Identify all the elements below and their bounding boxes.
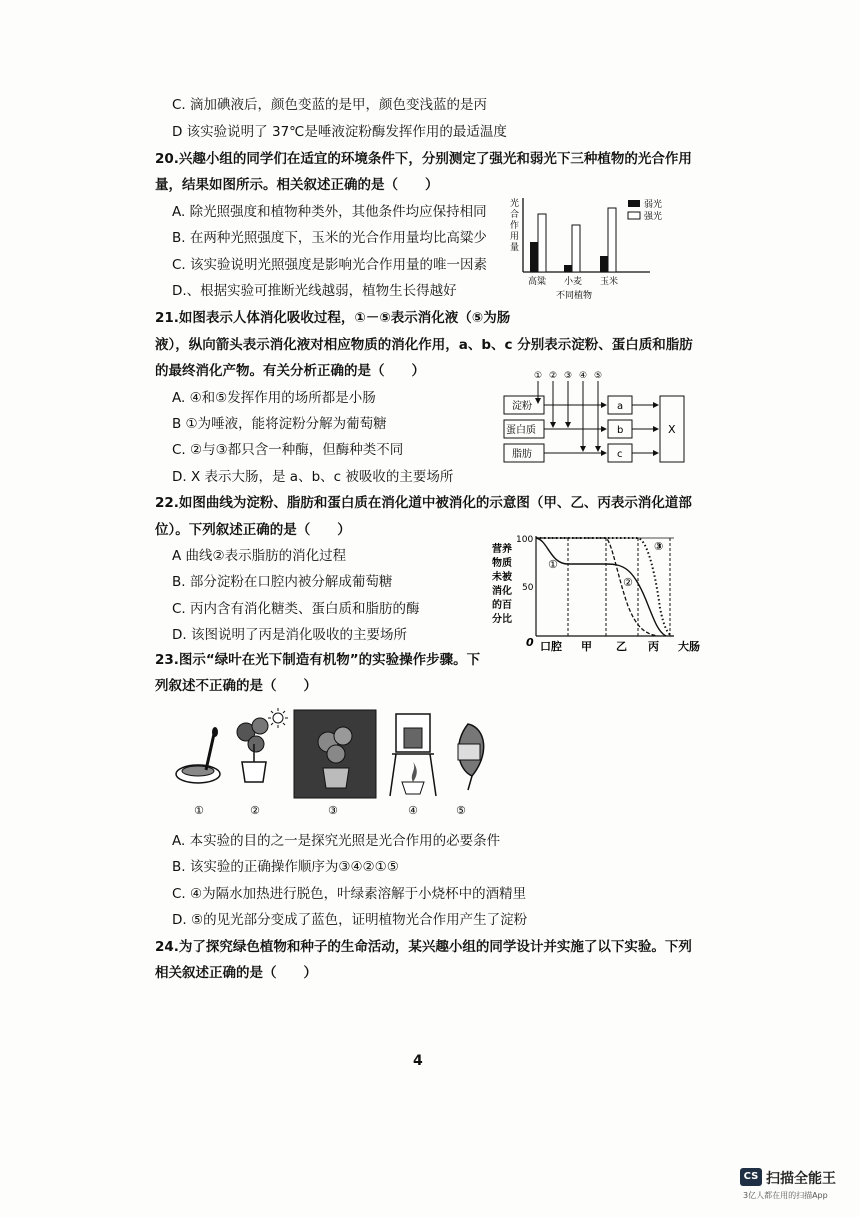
q22-digestion-curve-chart — [488, 528, 710, 656]
scanner-app-name: 扫描全能王 — [766, 1171, 836, 1187]
q21-stem-line3: 的最终消化产物。有关分析正确的是（ ） — [155, 363, 425, 379]
q20-ylabel-char: 用 — [510, 232, 520, 242]
curve-label-3: ③ — [654, 540, 664, 553]
q23-experiment-steps-figure — [168, 704, 508, 824]
q23-stem-line1: 23.图示“绿叶在光下制造有机物”的实验操作步骤。下 — [155, 652, 481, 668]
ylabel-line5: 的百 — [492, 600, 512, 611]
q23-option-b: B. 该实验的正确操作顺序为③④②①⑤ — [172, 859, 399, 875]
ytick-50: 50 — [522, 583, 534, 593]
q21-stem-line2: 液），纵向箭头表示消化液对相应物质的消化作用，a、b、c 分别表示淀粉、蛋白质和脂肪 — [155, 337, 693, 353]
q19-option-c: C. 滴加碘液后，颜色变蓝的是甲，颜色变浅蓝的是丙 — [172, 97, 488, 113]
label-x: X — [668, 423, 676, 436]
ytick-100: 100 — [516, 535, 534, 545]
curve-label-1: ① — [548, 558, 558, 571]
label-product-b: b — [617, 425, 624, 436]
step-label-4: ④ — [408, 804, 418, 817]
ylabel-line4: 消化 — [492, 586, 512, 597]
q20-ylabel-char: 光 — [510, 199, 520, 209]
legend-strong-swatch — [628, 212, 640, 219]
q20-xlabel: 不同植物 — [556, 291, 593, 301]
q23-stem-line2: 列叙述不正确的是（ ） — [155, 678, 317, 694]
q23-option-a: A. 本实验的目的之一是探究光照是光合作用的必要条件 — [172, 833, 501, 849]
legend-weak-label: 弱光 — [644, 200, 663, 210]
bar-xiaomai-weak — [564, 265, 572, 272]
step4-water-bath-illustration — [390, 714, 436, 796]
ylabel-line2: 物质 — [492, 558, 512, 569]
q20-stem-line2: 量，结果如图所示。相关叙述正确的是（ ） — [155, 177, 439, 193]
ylabel-line1: 营养 — [492, 544, 512, 555]
q21-option-c: C. ②与③都只含一种酶，但酶种类不同 — [172, 442, 404, 458]
q21-stem-line1: 21.如图表示人体消化吸收过程，①－⑤表示消化液（⑤为肠 — [155, 310, 511, 326]
step5-leaf-illustration — [458, 724, 484, 790]
category-xiaomai: 小麦 — [564, 277, 583, 287]
q21-digestion-diagram — [498, 366, 690, 466]
bar-yumi-strong — [608, 208, 616, 272]
step-label-3: ③ — [328, 804, 338, 817]
q19-option-d: D 该实验说明了 37℃是唾液淀粉酶发挥作用的最适温度 — [172, 124, 507, 140]
curve-1 — [536, 538, 666, 636]
label-starch: 淀粉 — [512, 401, 532, 412]
bar-xiaomai-strong — [572, 225, 580, 272]
q22-option-b: B. 部分淀粉在口腔内被分解成葡萄糖 — [172, 574, 393, 590]
fluid-5: ⑤ — [594, 371, 603, 381]
q20-stem-line1: 20.兴趣小组的同学们在适宜的环境条件下，分别测定了强光和弱光下三种植物的光合作用 — [155, 151, 692, 167]
step-label-5: ⑤ — [456, 804, 466, 817]
q22-option-c: C. 丙内含有消化糖类、蛋白质和脂肪的酶 — [172, 601, 420, 617]
q21-option-a: A. ④和⑤发挥作用的场所都是小肠 — [172, 390, 376, 406]
legend-weak-swatch — [628, 200, 640, 207]
step-label-1: ① — [194, 804, 204, 817]
q22-stem-line2: 位）。下列叙述正确的是（ ） — [155, 522, 351, 538]
section-yi: 乙 — [616, 640, 627, 653]
page-number: 4 — [413, 1053, 423, 1069]
ylabel-line3: 未被 — [492, 572, 512, 583]
q20-option-b: B. 在两种光照强度下，玉米的光合作用量均比高粱少 — [172, 230, 487, 246]
q24-stem-line1: 24.为了探究绿色植物和种子的生命活动，某兴趣小组的同学设计并实施了以下实验。下列 — [155, 939, 692, 955]
bar-gaoliang-strong — [538, 214, 546, 272]
ylabel-line6: 分比 — [492, 614, 512, 625]
fluid-2: ② — [549, 371, 558, 381]
q22-stem-line1: 22.如图曲线为淀粉、脂肪和蛋白质在消化道中被消化的示意图（甲、乙、丙表示消化道部 — [155, 495, 692, 511]
section-jia: 甲 — [581, 640, 592, 653]
q22-option-d: D. 该图说明了丙是消化吸收的主要场所 — [172, 627, 407, 643]
q23-option-c: C. ④为隔水加热进行脱色，叶绿素溶解于小烧杯中的酒精里 — [172, 886, 527, 902]
step3-darkroom-illustration — [294, 710, 376, 798]
bar-yumi-weak — [600, 256, 608, 272]
step1-dish-illustration — [176, 727, 220, 783]
q22-option-a: A 曲线②表示脂肪的消化过程 — [172, 548, 347, 564]
curve-label-2: ② — [623, 576, 633, 589]
q20-bar-chart — [500, 192, 680, 304]
section-bing: 丙 — [648, 640, 659, 653]
q20-option-c: C. 该实验说明光照强度是影响光合作用量的唯一因素 — [172, 257, 488, 273]
q24-stem-line2: 相关叙述正确的是（ ） — [155, 965, 317, 981]
step-label-2: ② — [250, 804, 260, 817]
step2-plant-illustration — [237, 708, 288, 782]
label-fat: 脂肪 — [512, 449, 532, 460]
fluid-1: ① — [534, 371, 543, 381]
fluid-3: ③ — [564, 371, 573, 381]
q23-option-d: D. ⑤的见光部分变成了蓝色，证明植物光合作用产生了淀粉 — [172, 912, 528, 928]
ytick-0: 0 — [526, 636, 534, 649]
q20-option-a: A. 除光照强度和植物种类外，其他条件均应保持相同 — [172, 204, 487, 220]
q20-ylabel-char: 合 — [510, 210, 520, 220]
label-product-c: c — [617, 449, 623, 460]
q20-ylabel-char: 作 — [510, 221, 520, 231]
category-gaoliang: 高粱 — [528, 277, 547, 287]
bar-gaoliang-weak — [530, 242, 538, 272]
scanner-logo-icon: CS — [740, 1168, 762, 1186]
q21-option-d: D. X 表示大肠，是 a、b、c 被吸收的主要场所 — [172, 469, 454, 485]
label-protein: 蛋白质 — [506, 425, 536, 436]
scanner-app-tagline: 3亿人都在用的扫描App — [743, 1191, 828, 1200]
q21-option-b: B ①为唾液，能将淀粉分解为葡萄糖 — [172, 416, 387, 432]
fluid-4: ④ — [579, 371, 588, 381]
section-mouth: 口腔 — [540, 640, 562, 653]
category-yumi: 玉米 — [600, 277, 619, 287]
curve-3 — [536, 538, 672, 636]
label-product-a: a — [617, 401, 624, 412]
q20-ylabel-char: 量 — [510, 243, 520, 253]
section-large-intestine: 大肠 — [678, 640, 700, 653]
legend-strong-label: 强光 — [644, 212, 663, 222]
q20-option-d: D.、根据实验可推断光线越弱，植物生长得越好 — [172, 283, 457, 299]
